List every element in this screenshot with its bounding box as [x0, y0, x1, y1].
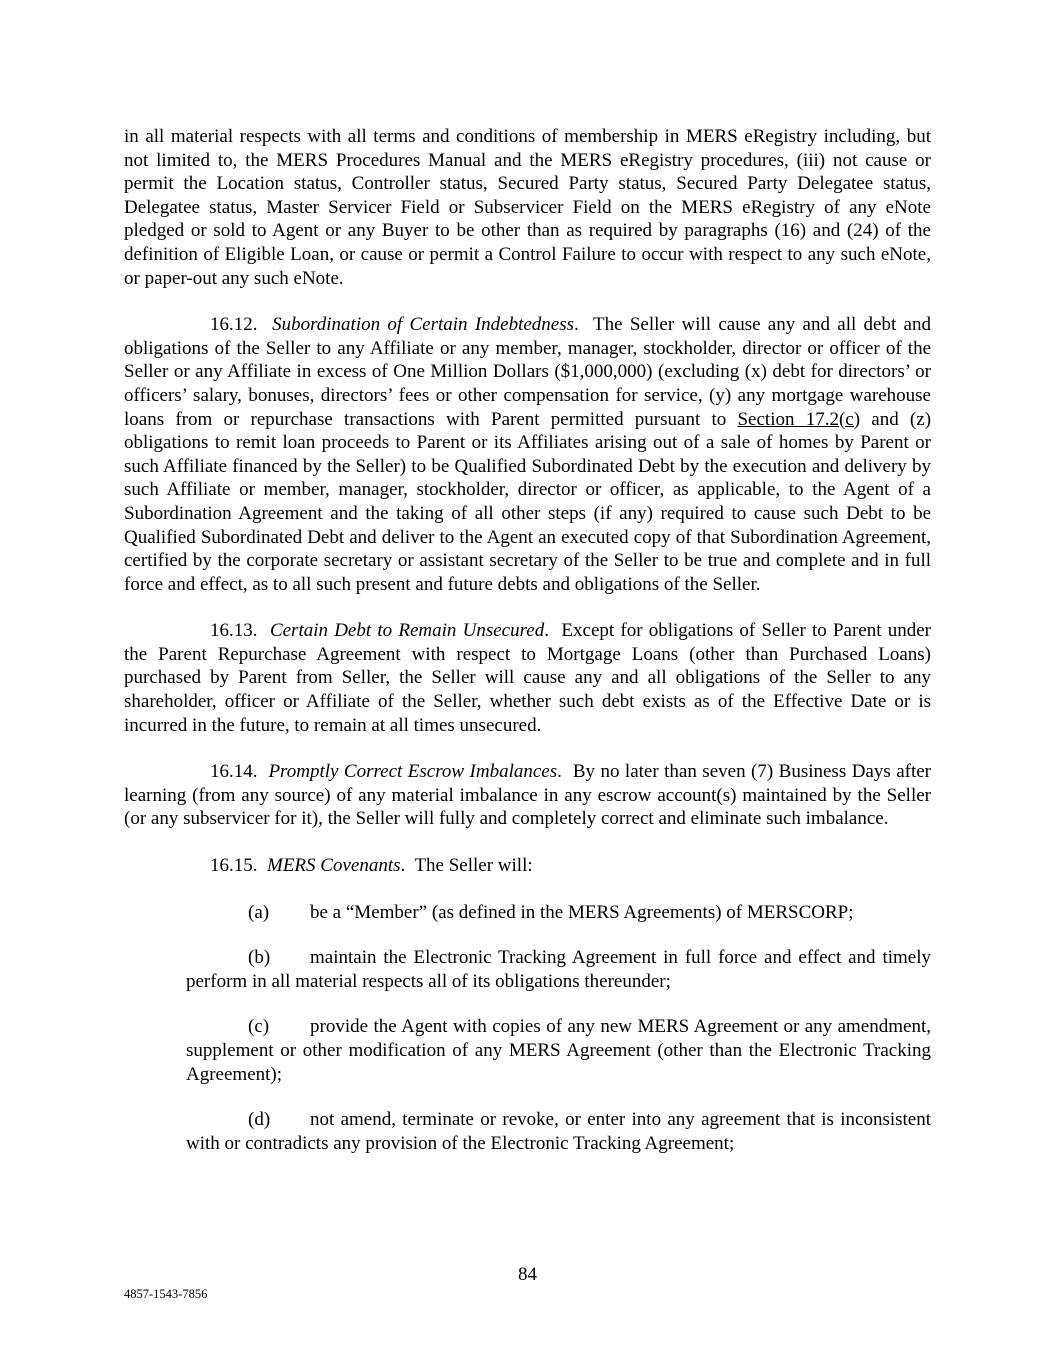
- page-number: 84: [518, 1264, 537, 1285]
- section-16-15: 16.15. MERS Covenants. The Seller will:: [210, 855, 533, 877]
- section-heading: Promptly Correct Escrow Imbalances: [268, 761, 558, 783]
- section-16-14: 16.14. Promptly Correct Escrow Imbalances. By no later than seven (7) Business Days after learning (from any source) of any material imbalance in any escrow account(s) maintained by the Seller (or any subservicer for it), the Seller will fully and completely correct and eliminate such imbalance.: [124, 761, 932, 830]
- section-text: Except for obligations of Seller to Parent under the Parent Repurchase Agreement with respect to Mortgage Loans (other than Purchased Loans) purchased by Parent from Seller, the Seller will cause any and all obligations of the Seller to any shareholder, officer or Affiliate of the Seller, whether such debt exists as of the Effective Date or is incurred in the future, to remain at all times unsecured.: [124, 620, 931, 736]
- list-item: [186, 946, 931, 993]
- section-reference: Section 17.2(c): [737, 408, 861, 430]
- section-number: 16.12.: [210, 314, 258, 336]
- section-16-12: 16.12. Subordination of Certain Indebtedness. The Seller will cause any and all debt and obligations of the Seller to any Affiliate or any member, manager, stockholder, director or officer of the Seller or any Affiliate in excess of One Million Dollars ($1,000,000) (excluding (x) debt for directors’ or officers’ salary, bonuses, directors’ fees or other compensation for service, (y) any mortgage warehouse loans from or repurchase transactions with Parent permitted pursuant to Section 17.2(c) and (z) obligations to remit loan proceeds to Parent or its Affiliates arising out of a sale of homes by Parent or such Affiliate financed by the Seller) to be Qualified Subordinated Debt by the execution and delivery by such Affiliate or member, manager, stockholder, director or officer, as applicable, to the Agent of a Subordination Agreement and the taking of all other steps (if any) required to cause such Debt to be Qualified Subordinated Debt and deliver to the Agent an executed copy of that Subordination Agreement, certified by the corporate secretary or assistant secretary of the Seller to be true and complete and in full force and effect, as to all such present and future debts and obligations of the Seller.: [124, 314, 932, 595]
- document-id: 4857-1543-7856: [124, 1287, 208, 1301]
- list-item: [186, 1015, 931, 1086]
- section-text: The Seller will cause any and all debt and obligations of the Seller to any Affiliate or any member, manager, stockholder, director or officer of the Seller or any Affiliate in excess of One Million Dollars ($1,000,000) (excluding (x) debt for directors’ or officers’ salary, bonuses, directors’ fees or other compensation for service, (y) any mortgage warehouse loans from or repurchase transactions with Parent permitted pursuant to: [124, 314, 931, 430]
- document-body: [124, 125, 931, 1177]
- section-text-continued: and (z) obligations to remit loan proceeds to Parent or its Affiliates arising out of a sale of homes by Parent or such Affiliate financed by the Seller) to be Qualified Subordinated Debt by the execution and delivery by such Affiliate or member, manager, stockholder, director or officer, as applicable, to the Agent of a Subordination Agreement and the taking of all other steps (if any) required to cause such Debt to be Qualified Subordinated Debt and deliver to the Agent an executed copy of that Subordination Agreement, certified by the corporate secretary or assistant secretary of the Seller to be true and complete and in full force and effect, as to all such present and future debts and obligations of the Seller.: [124, 408, 932, 595]
- list-item-text: be a “Member” (as defined in the MERS Agreements) of MERSCORP;: [310, 901, 854, 923]
- list-item-label: (d): [248, 1109, 271, 1131]
- section-heading: Subordination of Certain Indebtedness: [272, 314, 575, 336]
- section-number: 16.15.: [210, 855, 258, 877]
- list-item: [186, 1108, 931, 1155]
- list-item: [186, 901, 931, 925]
- section-heading: Certain Debt to Remain Unsecured: [269, 620, 545, 642]
- section-number: 16.13.: [210, 620, 258, 642]
- list-item-label: (b): [248, 947, 271, 969]
- section-text: The Seller will:: [414, 855, 533, 877]
- section-16-13: 16.13. Certain Debt to Remain Unsecured. Except for obligations of Seller to Parent under the Parent Repurchase Agreement with respect to Mortgage Loans (other than Purchased Loans) purchased by Parent from Seller, the Seller will cause any and all obligations of the Seller to any shareholder, officer or Affiliate of the Seller, whether such debt exists as of the Effective Date or is incurred in the future, to remain at all times unsecured.: [124, 620, 931, 736]
- list-item-label: (c): [248, 1016, 270, 1038]
- list-item-label: (a): [248, 901, 270, 923]
- section-heading: MERS Covenants: [267, 855, 401, 877]
- list-item-text: not amend, terminate or revoke, or enter into any agreement that is inconsistent with or contradicts any provision of the Electronic Tracking Agreement;: [186, 1109, 931, 1154]
- section-number: 16.14.: [210, 761, 258, 783]
- continued-paragraph: in all material respects with all terms and conditions of membership in MERS eRegistry including, but not limited to, the MERS Procedures Manual and the MERS eRegistry procedures, (iii) not cause or permit the Location status, Controller status, Secured Party status, Secured Party Delegatee status, Delegatee status, Master Servicer Field or Subservicer Field on the MERS eRegistry of any eNote pledged or sold to Agent or any Buyer to be other than as required by paragraphs (16) and (24) of the definition of Eligible Loan, or cause or permit a Control Failure to occur with respect to any such eNote, or paper-out any such eNote.: [124, 126, 931, 289]
- list-item-text: provide the Agent with copies of any new MERS Agreement or any amendment, supplement or other modification of any MERS Agreement (other than the Electronic Tracking Agreement);: [186, 1016, 931, 1085]
- list-item-text: maintain the Electronic Tracking Agreement in full force and effect and timely perform in all material respects all of its obligations thereunder;: [186, 947, 931, 992]
- section-text: By no later than seven (7) Business Days after learning (from any source) of any material imbalance in any escrow account(s) maintained by the Seller (or any subservicer for it), the Seller will fully and completely correct and eliminate such imbalance.: [124, 761, 932, 830]
